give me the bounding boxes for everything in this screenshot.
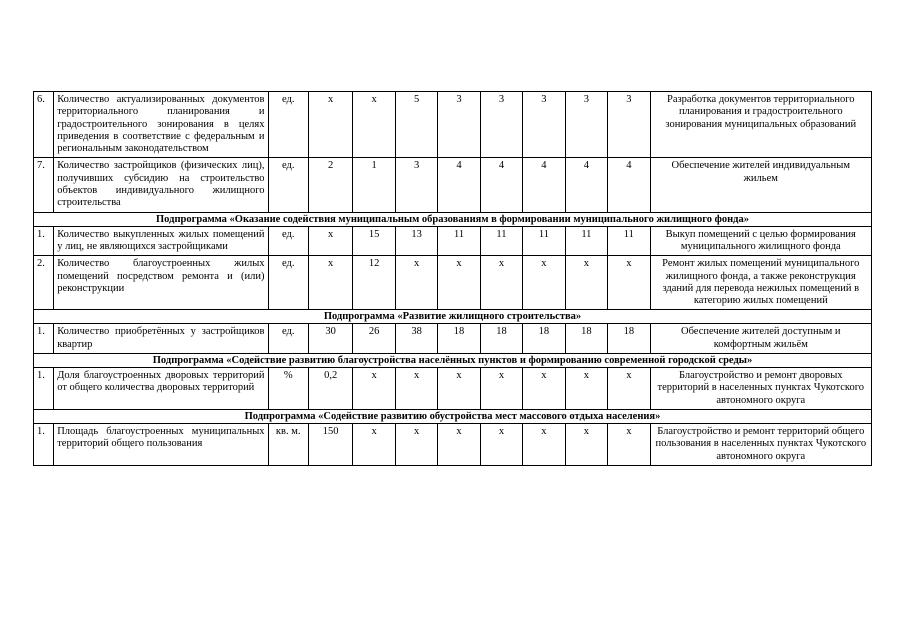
result-cell: Разработка документов территориального планирования и градостроительного зонирования муниципальных образований xyxy=(650,92,871,158)
value-cell: х xyxy=(353,368,395,410)
subprogram-title: Подпрограмма «Развитие жилищного строительства» xyxy=(34,310,872,324)
value-cell: 3 xyxy=(565,92,607,158)
value-cell: х xyxy=(353,92,395,158)
value-cell: х xyxy=(523,423,565,465)
value-cell: 4 xyxy=(523,158,565,212)
table-row xyxy=(34,423,872,465)
unit-cell: ед. xyxy=(268,256,308,310)
value-cell: 4 xyxy=(565,158,607,212)
indicators-table xyxy=(33,91,872,466)
indicator-name: Доля благоустроенных дворовых территорий от общего количества дворовых территорий xyxy=(54,368,268,410)
unit-cell: ед. xyxy=(268,226,308,256)
value-cell: 3 xyxy=(523,92,565,158)
row-number: 2. xyxy=(34,256,54,310)
value-cell: 3 xyxy=(395,158,437,212)
unit-cell: ед. xyxy=(268,324,308,354)
value-cell: 15 xyxy=(353,226,395,256)
row-number: 1. xyxy=(34,226,54,256)
subprogram-header-row xyxy=(34,212,872,226)
value-cell: 3 xyxy=(438,92,480,158)
subprogram-title: Подпрограмма «Оказание содействия муниципальным образованиям в формировании муниципального жилищного фонда» xyxy=(34,212,872,226)
result-cell: Ремонт жилых помещений муниципального жилищного фонда, а также реконструкция зданий для перевода нежилых помещений в категорию жилых помещений xyxy=(650,256,871,310)
value-cell: х xyxy=(480,368,522,410)
value-cell: 4 xyxy=(608,158,650,212)
value-cell: х xyxy=(565,423,607,465)
table-row xyxy=(34,368,872,410)
value-cell: 18 xyxy=(523,324,565,354)
row-number: 1. xyxy=(34,423,54,465)
result-cell: Благоустройство и ремонт территорий общего пользования в населенных пунктах Чукотского автономного округа xyxy=(650,423,871,465)
value-cell: 18 xyxy=(565,324,607,354)
value-cell: 5 xyxy=(395,92,437,158)
value-cell: х xyxy=(395,256,437,310)
row-number: 1. xyxy=(34,324,54,354)
result-cell: Обеспечение жителей индивидуальным жильем xyxy=(650,158,871,212)
subprogram-header-row xyxy=(34,354,872,368)
table-row xyxy=(34,226,872,256)
value-cell: 1 xyxy=(353,158,395,212)
value-cell: 13 xyxy=(395,226,437,256)
value-cell: 150 xyxy=(308,423,352,465)
value-cell: х xyxy=(565,256,607,310)
table-row xyxy=(34,256,872,310)
unit-cell: % xyxy=(268,368,308,410)
value-cell: 18 xyxy=(438,324,480,354)
value-cell: 12 xyxy=(353,256,395,310)
value-cell: 38 xyxy=(395,324,437,354)
result-cell: Обеспечение жителей доступным и комфортным жильём xyxy=(650,324,871,354)
table-row xyxy=(34,324,872,354)
value-cell: 18 xyxy=(480,324,522,354)
result-cell: Благоустройство и ремонт дворовых территорий в населенных пунктах Чукотского автономного округа xyxy=(650,368,871,410)
value-cell: 18 xyxy=(608,324,650,354)
unit-cell: ед. xyxy=(268,158,308,212)
indicator-name: Площадь благоустроенных муниципальных территорий общего пользования xyxy=(54,423,268,465)
value-cell: х xyxy=(480,423,522,465)
row-number: 1. xyxy=(34,368,54,410)
value-cell: 11 xyxy=(480,226,522,256)
subprogram-title: Подпрограмма «Содействие развитию обустройства мест массового отдыха населения» xyxy=(34,409,872,423)
value-cell: 3 xyxy=(480,92,522,158)
value-cell: х xyxy=(608,256,650,310)
value-cell: 11 xyxy=(565,226,607,256)
value-cell: х xyxy=(353,423,395,465)
value-cell: х xyxy=(308,256,352,310)
value-cell: х xyxy=(480,256,522,310)
indicator-name: Количество актуализированных документов территориального планирования и градостроительного зонирования в целях приведения в соответствие с федеральным и региональным законодательством xyxy=(54,92,268,158)
value-cell: 2 xyxy=(308,158,352,212)
indicator-name: Количество застройщиков (физических лиц), получивших субсидию на строительство объектов индивидуального жилищного строительства xyxy=(54,158,268,212)
value-cell: 30 xyxy=(308,324,352,354)
value-cell: 4 xyxy=(438,158,480,212)
indicator-name: Количество приобретённых у застройщиков квартир xyxy=(54,324,268,354)
subprogram-title: Подпрограмма «Содействие развитию благоустройства населённых пунктов и формированию современной городской среды» xyxy=(34,354,872,368)
value-cell: х xyxy=(395,368,437,410)
value-cell: х xyxy=(438,256,480,310)
table-row xyxy=(34,158,872,212)
result-cell: Выкуп помещений с целью формирования муниципального жилищного фонда xyxy=(650,226,871,256)
value-cell: х xyxy=(308,226,352,256)
unit-cell: кв. м. xyxy=(268,423,308,465)
value-cell: 11 xyxy=(608,226,650,256)
value-cell: х xyxy=(608,423,650,465)
value-cell: х xyxy=(523,256,565,310)
value-cell: х xyxy=(308,92,352,158)
subprogram-header-row xyxy=(34,310,872,324)
value-cell: х xyxy=(438,423,480,465)
table-body xyxy=(34,92,872,466)
value-cell: х xyxy=(608,368,650,410)
value-cell: х xyxy=(395,423,437,465)
value-cell: 11 xyxy=(523,226,565,256)
value-cell: 0,2 xyxy=(308,368,352,410)
subprogram-header-row xyxy=(34,409,872,423)
value-cell: 11 xyxy=(438,226,480,256)
value-cell: 4 xyxy=(480,158,522,212)
value-cell: х xyxy=(438,368,480,410)
value-cell: 26 xyxy=(353,324,395,354)
indicator-name: Количество выкупленных жилых помещений у лиц, не являющихся застройщиками xyxy=(54,226,268,256)
unit-cell: ед. xyxy=(268,92,308,158)
row-number: 6. xyxy=(34,92,54,158)
value-cell: х xyxy=(523,368,565,410)
value-cell: 3 xyxy=(608,92,650,158)
row-number: 7. xyxy=(34,158,54,212)
indicator-name: Количество благоустроенных жилых помещений посредством ремонта и (или) реконструкции xyxy=(54,256,268,310)
value-cell: х xyxy=(565,368,607,410)
table-row xyxy=(34,92,872,158)
